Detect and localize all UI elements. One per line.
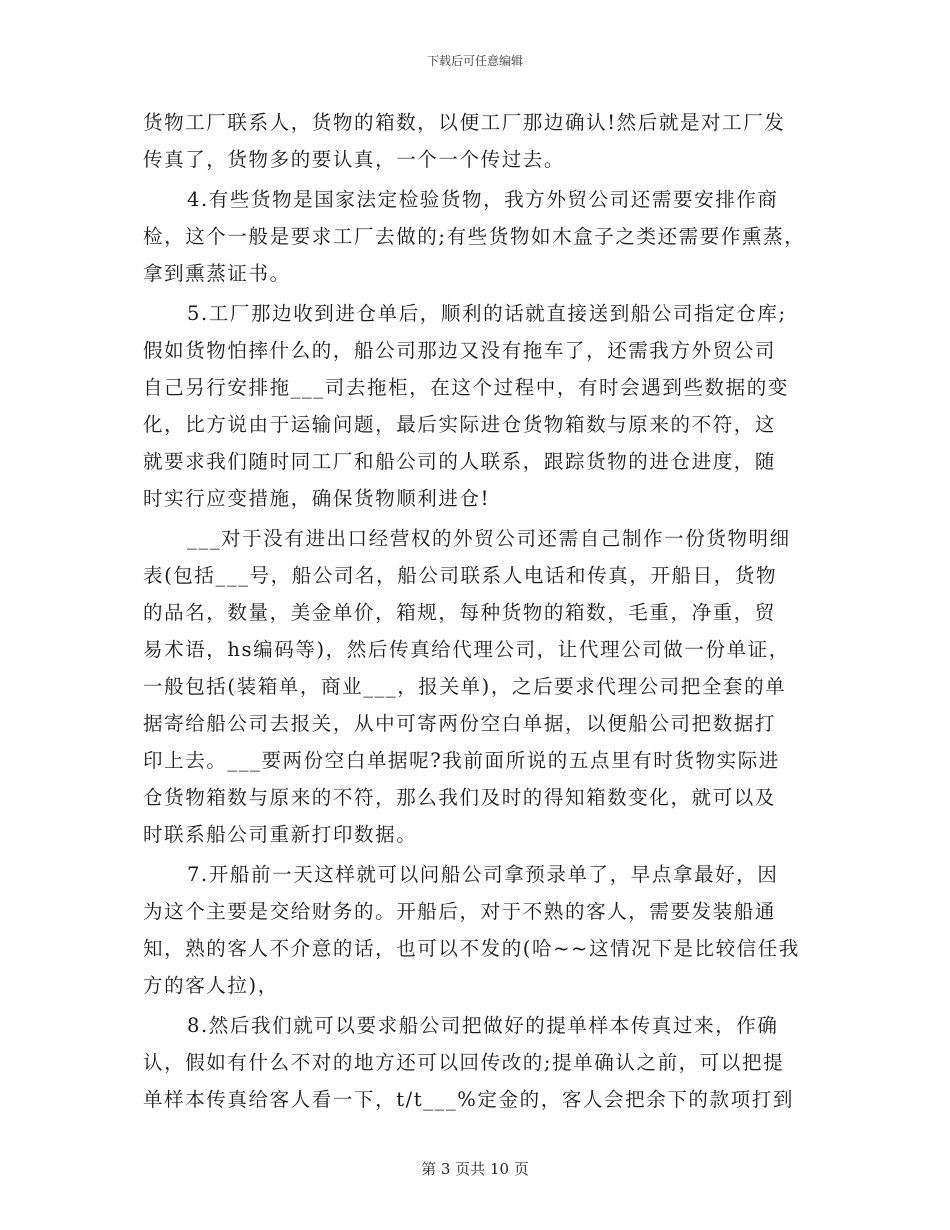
paragraph [143,295,813,517]
text-line: 5.工厂那边收到进仓单后，顺利的话就直接送到船公司指定仓库; [187,302,787,325]
page-footer: 第 3 页共 10 页 [421,1160,529,1178]
text-line: 的品名，数量，美金单价，箱规，每种货物的箱数，毛重，净重，贸 [143,601,777,624]
text-line: 单样本传真给客人看一下，t/t___%定金的，客人会把余下的款项打到 [143,1088,794,1111]
text-line: 化，比方说由于运输问题，最后实际进仓货物箱数与原来的不符，这 [143,413,777,436]
text-line: 自己另行安排拖___司去拖柜，在这个过程中，有时会遇到些数据的变 [143,376,789,399]
text-line: 货物工厂联系人，货物的箱数，以便工厂那边确认!然后就是对工厂发 [143,111,786,134]
text-line: 印上去。___要两份空白单据呢?我前面所说的五点里有时货物实际进 [143,749,780,772]
text-line: 为这个主要是交给财务的。开船后，对于不熟的客人，需要发装船通 [143,900,777,923]
page-header: 下载后可任意编辑 [426,54,523,68]
text-line: 表(包括___号，船公司名，船公司联系人电话和传真，开船日，货物 [143,564,778,587]
paragraph [143,1007,813,1118]
text-line: 仓货物箱数与原来的不符，那么我们及时的得知箱数变化，就可以及 [143,786,777,809]
text-line: 检，这个一般是要求工厂去做的;有些货物如木盒子之类还需要作熏蒸， [143,225,806,248]
text-line: 认，假如有什么不对的地方还可以回传改的;提单确认之前，可以把提 [143,1051,785,1074]
text-line: 时实行应变措施，确保货物顺利进仓! [143,487,491,510]
text-line: 方的客人拉)， [143,974,279,997]
text-line: 时联系船公司重新打印数据。 [143,823,418,846]
text-line: 据寄给船公司去报关，从中可寄两份空白单据，以便船公司把数据打 [143,712,777,735]
text-line: 传真了，货物多的要认真，一个一个传过去。 [143,148,566,171]
text-line: 假如货物怕摔什么的，船公司那边又没有拖车了，还需我方外贸公司 [143,339,777,362]
paragraph [143,520,813,853]
paragraph [143,104,813,178]
text-line: 拿到熏蒸证书。 [143,262,291,285]
text-line: 8.然后我们就可以要求船公司把做好的提单样本传真过来，作确 [187,1014,779,1037]
text-line: 知，熟的客人不介意的话，也可以不发的(哈~~这情况下是比较信任我 [143,937,800,960]
document-body [143,104,813,1118]
text-line: ___对于没有进出口经营权的外贸公司还需自己制作一份货物明细 [187,527,791,550]
text-line: 就要求我们随时同工厂和船公司的人联系，跟踪货物的进仓进度，随 [143,450,777,473]
text-line: 7.开船前一天这样就可以问船公司拿预录单了，早点拿最好，因 [187,863,779,886]
text-line: 易术语，hs编码等)，然后传真给代理公司，让代理公司做一份单证， [143,638,790,661]
paragraph [143,856,813,1004]
text-line: 一般包括(装箱单，商业___，报关单)，之后要求代理公司把全套的单 [143,675,787,698]
text-line: 4.有些货物是国家法定检验货物，我方外贸公司还需要安排作商 [187,188,779,211]
paragraph [143,181,813,292]
